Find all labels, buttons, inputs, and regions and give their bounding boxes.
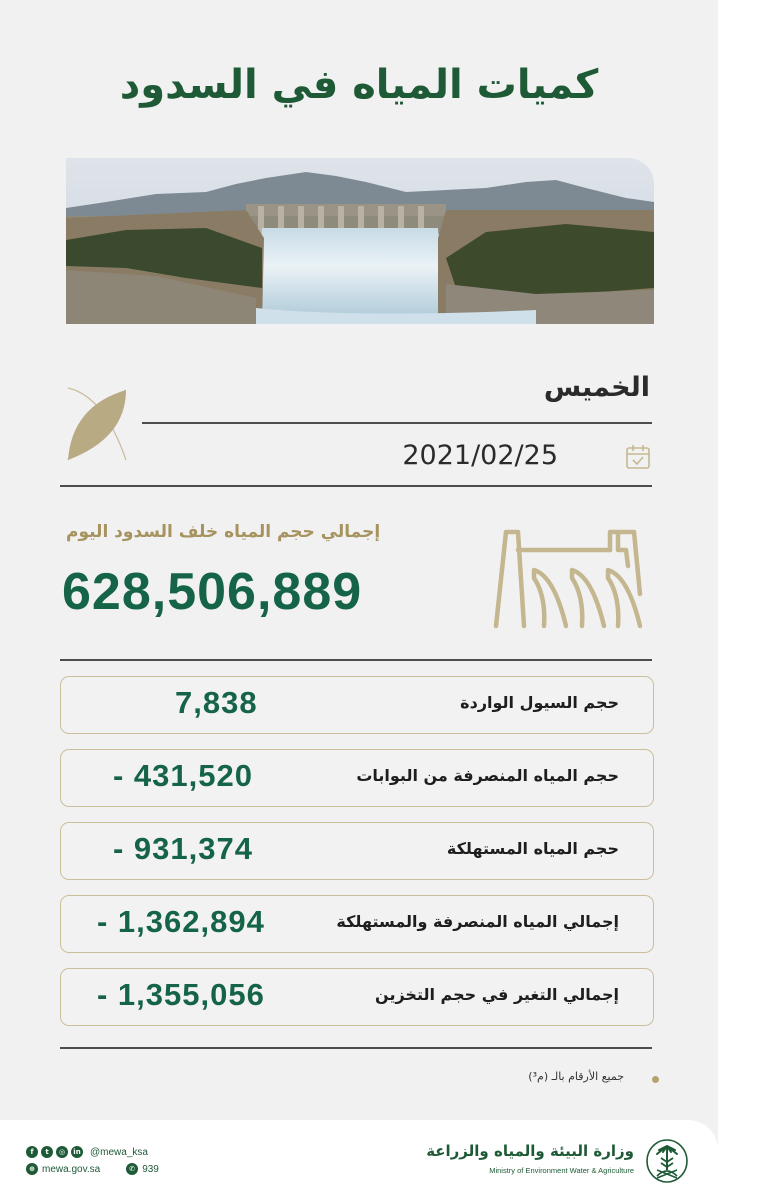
total-volume-value: 628,506,889: [62, 563, 363, 621]
divider: [60, 659, 652, 661]
linkedin-icon[interactable]: in: [71, 1146, 83, 1158]
twitter-icon[interactable]: t: [41, 1146, 53, 1158]
dam-photo: [66, 158, 654, 324]
metric-label: إجمالي المياه المنصرفة والمستهلكة: [336, 912, 619, 931]
metric-value: - 1,355,056: [97, 977, 265, 1012]
metric-row-consumed: [60, 822, 654, 880]
metric-row-storage-change: [60, 968, 654, 1026]
divider: [60, 1047, 652, 1049]
bullet-icon: [652, 1076, 659, 1083]
phone-icon: ✆: [126, 1163, 138, 1175]
units-note: جميع الأرقام بالـ (م³): [528, 1070, 624, 1083]
metric-label: حجم المياه المستهلكة: [446, 839, 619, 858]
website-link[interactable]: mewa.gov.sa: [42, 1163, 101, 1175]
divider: [60, 485, 652, 487]
ministry-name-english: Ministry of Environment Water & Agriculture: [489, 1166, 634, 1175]
metrics-list: [60, 676, 654, 1041]
page-title: كميات المياه في السدود: [119, 62, 599, 108]
contact-info: [26, 1163, 159, 1175]
divider: [142, 422, 652, 424]
day-label: الخميس: [543, 372, 650, 403]
social-links: [26, 1146, 148, 1158]
metric-value: - 1,362,894: [97, 904, 265, 939]
metric-label: حجم السيول الواردة: [460, 693, 619, 712]
metric-value: - 931,374: [113, 831, 253, 866]
total-volume-label: إجمالي حجم المياه خلف السدود اليوم: [66, 522, 381, 542]
social-handle[interactable]: @mewa_ksa: [90, 1146, 148, 1158]
phone-number[interactable]: 939: [142, 1163, 159, 1175]
ministry-name-arabic: وزارة البيئة والمياه والزراعة: [426, 1142, 634, 1160]
metric-row-gate-discharge: [60, 749, 654, 807]
metric-label: حجم المياه المنصرفة من البوابات: [356, 766, 619, 785]
metric-value: - 431,520: [113, 758, 253, 793]
instagram-icon[interactable]: ◎: [56, 1146, 68, 1158]
metric-label: إجمالي التغير في حجم التخزين: [375, 985, 619, 1004]
metric-value: 7,838: [175, 685, 258, 720]
metric-row-inflow: [60, 676, 654, 734]
metric-row-total-discharged-consumed: [60, 895, 654, 953]
dam-icon: [492, 526, 652, 630]
calendar-icon: [624, 443, 652, 471]
ministry-emblem-icon: [645, 1138, 689, 1184]
leaf-logo-icon: [64, 386, 130, 462]
globe-icon: ⊕: [26, 1163, 38, 1175]
footer: [0, 1120, 718, 1202]
facebook-icon[interactable]: f: [26, 1146, 38, 1158]
date-label: 2021/02/25: [402, 440, 558, 471]
